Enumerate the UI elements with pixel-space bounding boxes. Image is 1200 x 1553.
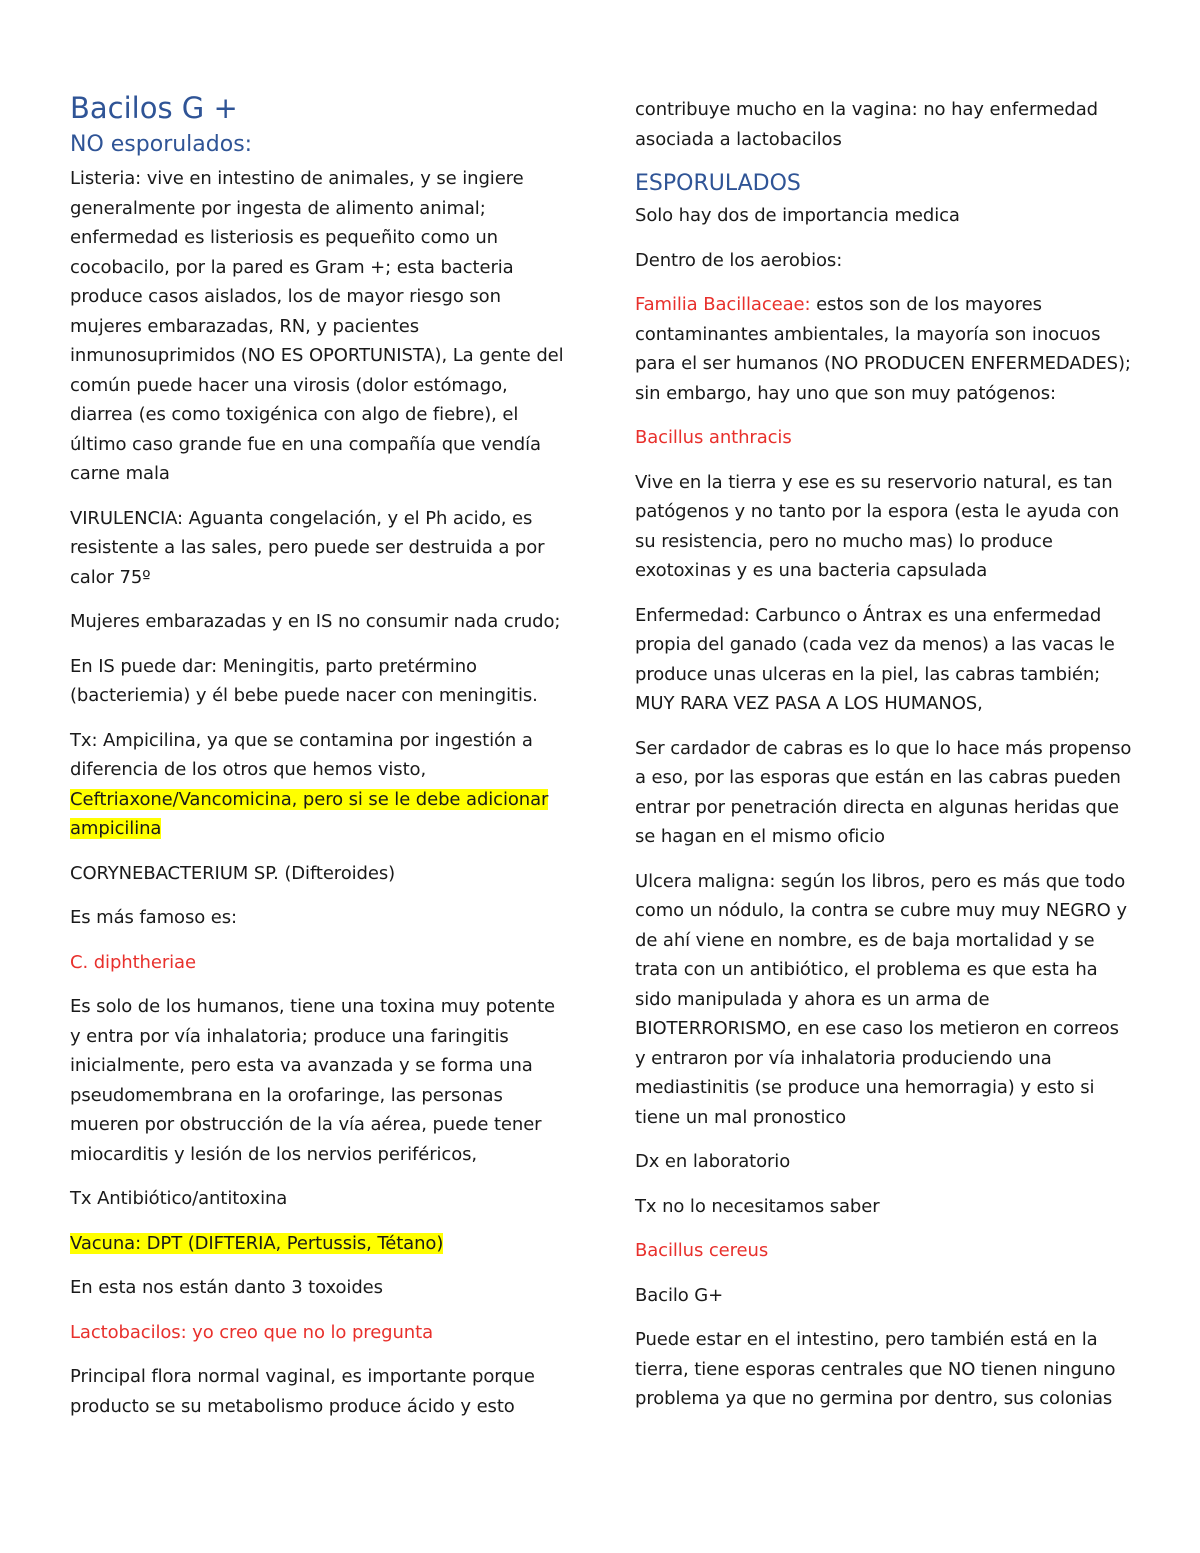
right-column: [635, 95, 1135, 1429]
page-title: Bacilos G +: [70, 91, 238, 125]
paragraph-embarazadas: Mujeres embarazadas y en IS no consumir nada crudo;: [70, 611, 561, 632]
red-heading-cereus: Bacillus cereus: [635, 1240, 769, 1261]
paragraph-bacilo-g: Bacilo G+: [635, 1284, 724, 1306]
paragraph-corynebacterium: CORYNEBACTERIUM SP. (Difteroides): [70, 862, 396, 884]
paragraph-flora-vaginal: Principal flora normal vaginal, es importante porque producto se su metabolismo produce ácido y esto: [70, 1366, 535, 1417]
paragraph-ulcera-maligna: Ulcera maligna: según los libros, pero es más que todo como un nódulo, la contra se cubre muy muy NEGRO y de ahí viene en nombre, es de baja mortalidad y se trata con un antibiótico, el problema es que esta ha sido manipulada y ahora es un arma de BIOTERRORISMO, en ese caso los metieron en correos y entraron por vía inhalatoria produciendo una mediastinitis (se produce una hemorragia) y esto si tiene un mal pronostico: [635, 870, 1127, 1128]
left-column: [70, 90, 565, 1436]
section-heading-esporulados: ESPORULADOS: [635, 171, 801, 196]
paragraph-toxoides: En esta nos están danto 3 toxoides: [70, 1277, 383, 1298]
paragraph-diphtheriae: Es solo de los humanos, tiene una toxina muy potente y entra por vía inhalatoria; produce una faringitis inicialmente, pero esta va avanzada y se forma una pseudomembrana en la orofaringe, las personas mueren por obstrucción de la vía aérea, puede tener miocarditis y lesión de los nervios periféricos,: [70, 996, 556, 1165]
highlighted-vacuna: Vacuna: DPT (DIFTERIA, Pertussis, Tétano): [70, 1232, 444, 1254]
section-heading-no-esporulados: NO esporulados:: [70, 132, 253, 157]
red-label-bacillaceae: Familia Bacillaceae:: [635, 294, 811, 315]
paragraph-is: En IS puede dar: Meningitis, parto pretérmino (bacteriemia) y él bebe puede nacer con meningitis.: [70, 655, 538, 706]
paragraph-cardador: Ser cardador de cabras es lo que lo hace más propenso a eso, por las esporas que están en las cabras pueden entrar por penetración directa en algunas heridas que se hagan en el mismo oficio: [635, 737, 1132, 847]
paragraph-reservorio: Vive en la tierra y ese es su reservorio natural, es tan patógenos y no tanto por la espora (esta le ayuda con su resistencia, pero no mucho mas) lo produce exotoxinas y es una bacteria capsulada: [635, 471, 1120, 581]
paragraph-aerobios: Dentro de los aerobios:: [635, 249, 843, 271]
paragraph-mas-famoso: Es más famoso es:: [70, 907, 237, 928]
bacillaceae-text: estos son de los mayores contaminantes ambientales, la mayoría son inocuos para el ser humanos (NO PRODUCEN ENFERMEDADES); sin embargo, hay uno que son muy patógenos:: [635, 294, 1131, 404]
paragraph-vagina-continued: contribuye mucho en la vagina: no hay enfermedad asociada a lactobacilos: [635, 99, 1098, 150]
paragraph-bacillaceae: [635, 290, 1135, 408]
paragraph-tx-antibiotico: Tx Antibiótico/antitoxina: [70, 1188, 288, 1209]
red-heading-lactobacilos: Lactobacilos: yo creo que no lo pregunta: [70, 1321, 433, 1343]
paragraph-virulencia: VIRULENCIA: Aguanta congelación, y el Ph acido, es resistente a las sales, pero puede ser destruida a por calor 75º: [70, 507, 545, 588]
paragraph-vacuna: [70, 1229, 565, 1259]
paragraph-tx-ampicilina: [70, 726, 565, 844]
paragraph-listeria: Listeria: vive en intestino de animales, y se ingiere generalmente por ingesta de alimento animal; enfermedad es listeriosis es pequeñito como un cocobacilo, por la pared es Gram +; esta bacteria produce casos aislados, los de mayor riesgo son mujeres embarazadas, RN, y pacientes inmunosuprimidos (NO ES OPORTUNISTA), La gente del común puede hacer una virosis (dolor estómago, diarrea (es como toxigénica con algo de fiebre), el último caso grande fue en una compañía que vendía carne mala: [70, 168, 564, 484]
tx-text: Tx: Ampicilina, ya que se contamina por ingestión a diferencia de los otros que hemos visto,: [70, 729, 533, 780]
paragraph-enfermedad-carbunco: Enfermedad: Carbunco o Ántrax es una enfermedad propia del ganado (cada vez da menos) a las vacas le produce unas ulceras en la piel, las cabras también; MUY RARA VEZ PASA A LOS HUMANOS,: [635, 604, 1115, 714]
paragraph-dx: Dx en laboratorio: [635, 1151, 791, 1172]
red-heading-anthracis: Bacillus anthracis: [635, 427, 792, 448]
paragraph-intestino: Puede estar en el intestino, pero también está en la tierra, tiene esporas centrales que NO tienen ninguno problema ya que no germina por dentro, sus colonias: [635, 1329, 1116, 1409]
highlighted-text: Ceftriaxone/Vancomicina, pero si se le debe adicionar ampicilina: [70, 788, 549, 839]
paragraph-tx-saber: Tx no lo necesitamos saber: [635, 1195, 880, 1217]
red-heading-diphtheriae: C. diphtheriae: [70, 951, 196, 973]
paragraph-dos-importancia: Solo hay dos de importancia medica: [635, 205, 960, 226]
